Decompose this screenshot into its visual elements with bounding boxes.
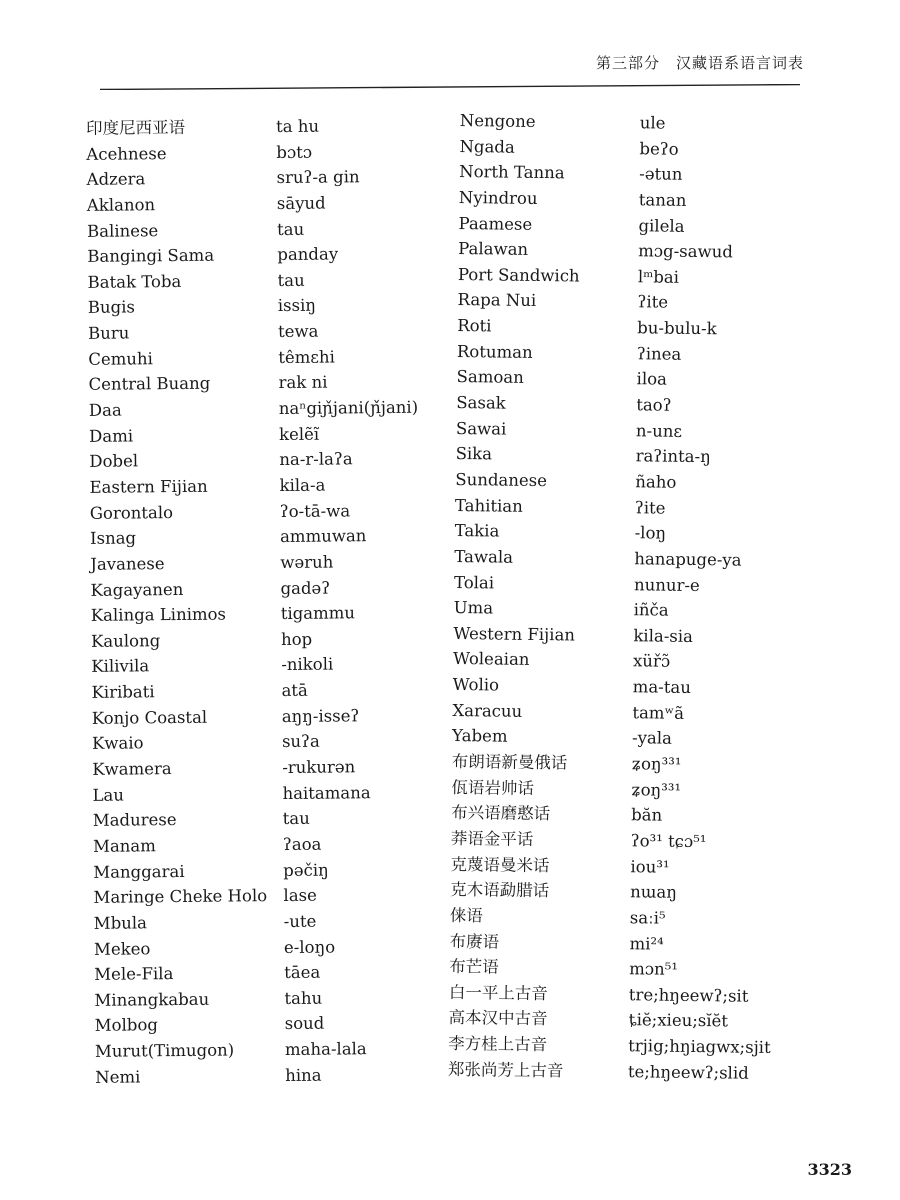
word-form: wəruh <box>280 552 334 572</box>
word-form: ʔite <box>634 497 666 518</box>
language-name: Ngada <box>459 136 515 157</box>
word-form: soud <box>284 1014 325 1034</box>
word-form: tau <box>277 270 305 290</box>
language-name: Eastern Fijian <box>89 476 208 497</box>
language-name: Kwaio <box>91 733 144 754</box>
word-entry <box>72 112 452 141</box>
word-form: saːi⁵ <box>629 908 666 928</box>
word-form: tanan <box>638 190 687 210</box>
language-name: 布兴语磨憨话 <box>451 803 551 824</box>
word-form: ʔo-tā-wa <box>279 500 351 521</box>
language-name: Sika <box>455 444 493 464</box>
language-name: Konjo Coastal <box>91 707 208 728</box>
word-entry <box>74 343 454 372</box>
word-form: beʔo <box>639 138 679 159</box>
right-word-list <box>448 108 860 1087</box>
word-form: ule <box>639 113 666 133</box>
language-name: Paamese <box>458 213 533 234</box>
word-entry <box>76 548 456 577</box>
language-name: Tawala <box>454 546 514 567</box>
word-entry <box>80 933 460 962</box>
word-entry <box>79 830 459 859</box>
word-form: aŋŋ-isseʔ <box>281 706 360 726</box>
language-name: Mbula <box>93 913 148 933</box>
word-entry <box>78 753 458 782</box>
language-name: Sasak <box>456 393 506 413</box>
language-name: 克木语勐腊话 <box>450 880 550 901</box>
word-entry <box>80 958 460 987</box>
language-name: 克蔑语曼米话 <box>450 854 550 875</box>
language-name: Samoan <box>456 367 524 388</box>
word-entry <box>79 856 459 885</box>
word-entry <box>80 984 460 1013</box>
word-entry <box>72 138 452 167</box>
word-entry <box>75 471 455 500</box>
word-entry <box>81 1061 461 1090</box>
word-form: -rukurən <box>282 757 356 778</box>
word-form: iou³¹ <box>630 856 670 877</box>
language-name: Western Fijian <box>453 623 576 645</box>
language-name: Javanese <box>90 554 165 574</box>
language-name: 莽语金平话 <box>450 828 534 849</box>
language-name: Kilivila <box>91 656 150 677</box>
word-form: gilela <box>638 215 685 236</box>
language-name: Sawai <box>455 418 507 439</box>
word-form: sāyud <box>276 193 326 213</box>
word-form: têmɛhi <box>278 347 335 367</box>
language-name: Sundanese <box>455 469 548 491</box>
language-name: Rapa Nui <box>457 290 537 311</box>
word-form: băn <box>631 805 663 825</box>
word-form: tau <box>277 219 305 239</box>
language-name: Tahitian <box>454 495 523 516</box>
word-form: -yala <box>631 728 673 749</box>
word-form: tigammu <box>280 603 356 624</box>
word-entry <box>77 651 457 680</box>
word-form: ʔinea <box>636 344 682 364</box>
word-form: hop <box>280 629 313 649</box>
language-name: Uma <box>453 598 494 618</box>
word-form: ñaho <box>635 472 677 492</box>
language-name: Rotuman <box>456 341 533 362</box>
word-form: te;hŋeewʔ;slid <box>627 1061 749 1083</box>
word-form: naⁿgiɲ̌jani(ɲ̌jani) <box>278 397 419 419</box>
language-name: Central Buang <box>88 374 211 395</box>
word-entry <box>78 702 458 731</box>
word-entry <box>77 676 457 705</box>
word-entry <box>73 215 453 244</box>
language-name: 俫语 <box>449 905 483 926</box>
language-name: Port Sandwich <box>457 264 580 286</box>
language-name: Manggarai <box>93 861 185 882</box>
word-entry <box>75 420 455 449</box>
language-name: Daa <box>88 400 122 420</box>
word-form: gadəʔ <box>280 578 331 598</box>
word-form: rak ni <box>278 372 328 393</box>
language-name: 布朗语新曼俄话 <box>451 751 568 773</box>
word-entry <box>73 241 453 270</box>
word-form: nɯaŋ <box>630 882 678 903</box>
left-word-list <box>72 112 461 1090</box>
language-name: Yabem <box>451 726 508 747</box>
word-form: iñča <box>633 600 669 620</box>
word-entry <box>78 779 458 808</box>
language-name: Gorontalo <box>89 502 174 523</box>
language-name: 布芒语 <box>449 957 499 977</box>
word-form: raʔinta-ŋ <box>635 446 711 467</box>
language-name: Cemuhi <box>88 349 154 369</box>
language-name: Maringe Cheke Holo <box>93 886 268 908</box>
language-name: Adzera <box>86 169 146 190</box>
language-name: Aklanon <box>86 195 156 215</box>
language-name: Nyindrou <box>458 187 538 208</box>
language-name: Mekeo <box>93 938 151 959</box>
language-name: Minangkabau <box>94 989 210 1010</box>
language-name: Buru <box>87 323 130 343</box>
word-entry <box>79 805 459 834</box>
word-form: -nikoli <box>281 654 334 675</box>
word-form: tre;hŋeewʔ;sit <box>628 984 749 1006</box>
word-form: kelẽĩ <box>278 424 320 444</box>
word-entry <box>74 292 454 321</box>
word-form: taoʔ <box>636 395 672 415</box>
word-form: bu-bulu-k <box>637 318 717 339</box>
word-form: tāea <box>284 962 321 983</box>
word-form: hanapuge-ya <box>634 549 742 570</box>
word-entry <box>78 728 458 757</box>
language-name: Bugis <box>87 297 135 318</box>
word-form: nunur-e <box>633 574 700 595</box>
language-name: Dobel <box>89 451 139 472</box>
language-name: Balinese <box>87 220 159 241</box>
language-name: 白一平上古音 <box>448 982 548 1003</box>
language-name: Kagayanen <box>90 579 184 600</box>
word-entry <box>76 497 456 526</box>
word-form: tewa <box>277 321 319 342</box>
word-form: panday <box>277 244 339 265</box>
language-name: 佤语岩帅话 <box>451 777 535 798</box>
language-name: North Tanna <box>459 162 565 183</box>
language-name: Palawan <box>458 239 529 260</box>
word-entry <box>79 882 459 911</box>
language-name: Molbog <box>94 1015 158 1036</box>
language-name: 郑张尚芳上古音 <box>447 1059 564 1081</box>
header-rule <box>100 84 800 90</box>
language-name: Lau <box>92 785 125 805</box>
language-name: Isnag <box>89 528 137 549</box>
word-entry <box>448 1057 848 1088</box>
word-form: n-unɛ <box>635 420 683 441</box>
word-form: iloa <box>636 369 668 390</box>
word-form: haitamana <box>282 782 371 803</box>
word-form: ʑoŋ³³¹ <box>631 779 682 800</box>
language-name: Xaracuu <box>452 700 523 721</box>
language-name: 布赓语 <box>449 931 500 952</box>
word-form: bɔtɔ <box>276 142 313 162</box>
word-form: ȶiĕ;xieu;sĭĕt <box>628 1010 729 1031</box>
language-name: 印度尼西亚语 <box>86 117 186 138</box>
language-name: Dami <box>88 426 134 446</box>
word-form: mɔn⁵¹ <box>629 959 679 979</box>
page-number: 3323 <box>807 1160 852 1179</box>
word-form: ammuwan <box>279 526 367 547</box>
language-name: Madurese <box>92 810 177 831</box>
word-entry <box>77 600 457 629</box>
language-name: Batak Toba <box>87 271 182 292</box>
word-entry <box>76 523 456 552</box>
word-entry <box>74 369 454 398</box>
word-entry <box>81 1010 461 1039</box>
word-form: ʑoŋ³³¹ <box>631 754 682 774</box>
language-name: Wolio <box>452 675 500 695</box>
word-form: e-loŋo <box>283 937 336 957</box>
word-form: issiŋ <box>277 296 317 316</box>
word-entry <box>80 907 460 936</box>
word-entry <box>75 394 455 423</box>
word-form: na-r-laʔa <box>279 449 353 470</box>
word-entry <box>73 189 453 218</box>
word-entry <box>81 1035 461 1064</box>
word-entry <box>75 446 455 475</box>
language-name: Kalinga Linimos <box>90 604 227 626</box>
language-name: Tolai <box>453 572 495 592</box>
language-name: Woleaian <box>452 649 530 670</box>
word-form: kila-a <box>279 475 326 495</box>
word-form: suʔa <box>281 732 320 752</box>
word-form: hina <box>285 1065 322 1085</box>
word-form: atā <box>281 680 308 701</box>
word-entry <box>74 317 454 346</box>
word-form: ʔite <box>637 292 669 313</box>
language-name: Kwamera <box>92 759 172 779</box>
word-form: lase <box>283 885 317 906</box>
word-form: sruʔ-a gin <box>276 167 360 188</box>
word-entry <box>72 164 452 193</box>
word-form: pəčiŋ <box>283 860 329 880</box>
language-name: Nemi <box>95 1067 141 1087</box>
language-name: Roti <box>457 316 492 336</box>
word-entry <box>76 574 456 603</box>
language-name: Bangingi Sama <box>87 245 215 267</box>
language-name: Acehnese <box>86 143 167 164</box>
language-name: Mele-Fila <box>94 964 174 984</box>
word-form: lᵐbai <box>637 267 680 287</box>
word-form: ʔaoa <box>282 834 322 854</box>
running-header: 第三部分 汉藏语系语言词表 <box>595 54 804 72</box>
language-name: 高本汉中古音 <box>448 1008 548 1029</box>
word-form: ta hu <box>276 116 320 137</box>
word-form: maha-lala <box>284 1039 367 1060</box>
word-form: mɔg-sawud <box>638 241 733 262</box>
word-form: tahu <box>284 988 323 1008</box>
language-name: Nengone <box>459 110 536 131</box>
language-name: Takia <box>454 521 500 541</box>
word-form: ʔo³¹ tɕɔ⁵¹ <box>630 831 707 852</box>
word-form: trjig;hŋiagwx;sjit <box>628 1036 771 1058</box>
language-name: 李方桂上古音 <box>448 1033 548 1055</box>
word-entry <box>73 266 453 295</box>
word-form: kila-sia <box>633 626 694 646</box>
word-entry <box>77 625 457 654</box>
word-form: tamʷã <box>632 702 685 723</box>
language-name: Manam <box>92 836 156 856</box>
word-form: tau <box>282 809 310 829</box>
language-name: Murut(Timugon) <box>94 1040 235 1061</box>
language-name: Kaulong <box>90 630 161 651</box>
word-form: ma-tau <box>632 677 692 698</box>
word-form: mi²⁴ <box>629 933 664 954</box>
word-form: xüřɔ̃ <box>632 651 671 672</box>
word-form: -ətun <box>639 164 683 185</box>
language-name: Kiribati <box>91 682 155 702</box>
word-form: -ute <box>283 911 317 931</box>
word-form: -loŋ <box>634 523 667 543</box>
